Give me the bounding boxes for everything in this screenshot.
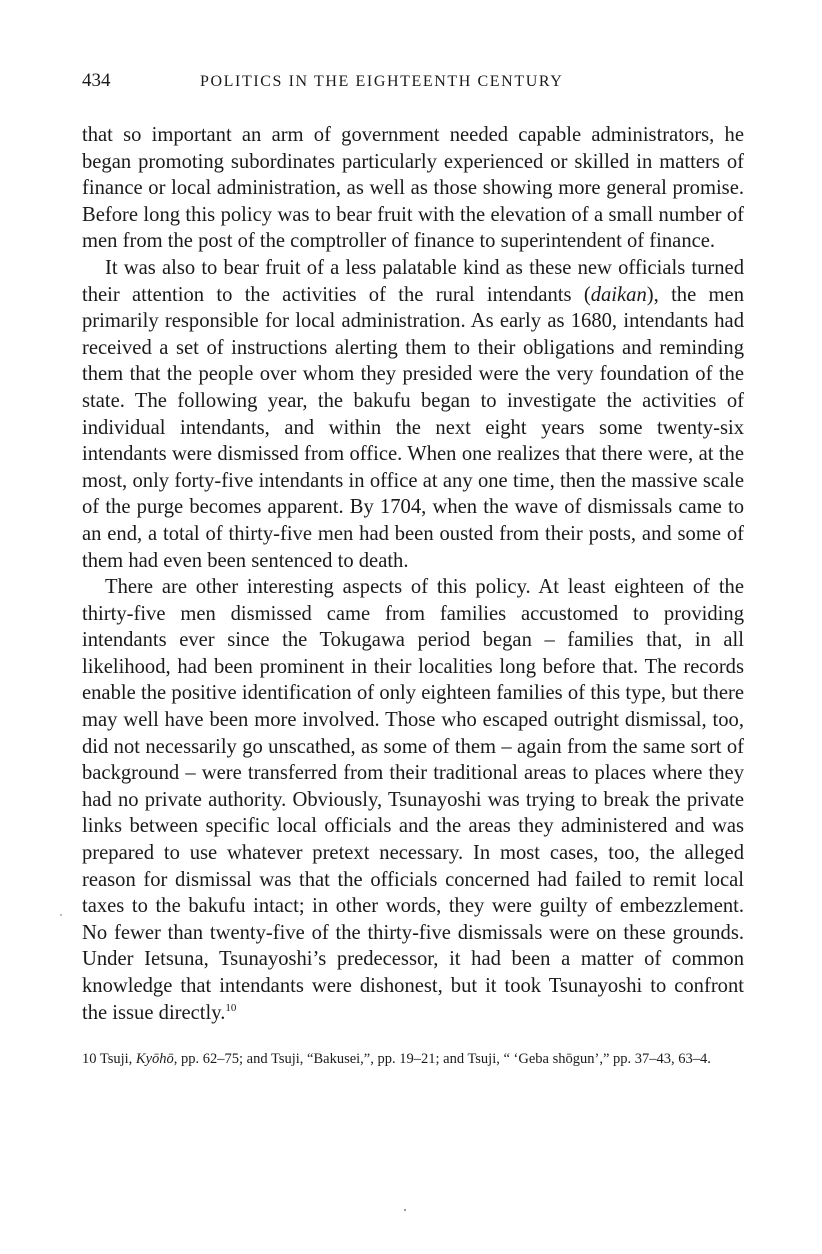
running-head: [82, 70, 744, 100]
italic-term: daikan: [590, 283, 647, 306]
footnote-italic-title: Kyōhō: [135, 1051, 174, 1068]
running-title: POLITICS IN THE EIGHTEENTH CENTURY: [200, 73, 564, 90]
page-number: 434: [82, 70, 111, 91]
footnote-number: 10: [82, 1051, 97, 1068]
book-page: [82, 70, 744, 1069]
margin-speck: [60, 914, 62, 916]
paragraph-2: [82, 255, 744, 574]
body-text: [82, 122, 744, 1026]
paragraph-3-text: There are other interesting aspects of this policy. At least eighteen of the thirty-five men dismissed came from families accustomed to providing intendants ever since the Tokugawa period began – families that, in all likelihood, had been prominent in their localities long before that. The records enable the positive identification of only eighteen families of this type, but there may well have been more involved. Those who escaped outright dismissal, too, did not necessarily go unscathed, as some of them – again from the same sort of background – were transferred from their traditional areas to places where they had no private authority. Obviously, Tsunayoshi was trying to break the private links between specific local officials and the areas they administered and was prepared to use whatever pretext necessary. In most cases, too, the alleged reason for dismissal was that the officials concerned had failed to remit local taxes to the bakufu intact; in other words, they were guilty of embezzlement. No fewer than twenty-five of the thirty-five dismissals were on these grounds. Under Ietsuna, Tsunayoshi’s predecessor, it had been a matter of common knowledge that intendants were dishonest, but it took Tsunayoshi to confront the issue directly.: [82, 576, 744, 1024]
footnote-reference[interactable]: 10: [225, 1001, 237, 1014]
footnote-rest: , pp. 62–75; and Tsuji, “Bakusei,”, pp. 19–21; and Tsuji, “ ‘Geba shōgun’,” pp. 37–43, 63–4.: [173, 1051, 711, 1068]
paragraph-2-text-b: ), the men primarily responsible for local administration. As early as 1680, intendants had received a set of instructions alerting them to their obligations and reminding them that the people over whom they presided were the very foundation of the state. The following year, the bakufu began to investigate the activities of individual intendants, and within the next eight years some twenty-six intendants were dismissed from office. When one realizes that there were, at the most, only forty-five intendants in office at any one time, then the massive scale of the purge becomes apparent. By 1704, when the wave of dismissals came to an end, a total of thirty-five men had been ousted from their posts, and some of them had even been sentenced to death.: [82, 283, 744, 572]
footnote: [82, 1050, 744, 1069]
footnote-lead: Tsuji,: [99, 1051, 136, 1068]
paragraph-3: [82, 574, 744, 1026]
paragraph-2-text-a: It was also to bear fruit of a less palatable kind as these new officials turned their attention to the activities of the rural intendants (: [82, 256, 744, 306]
paragraph-1: that so important an arm of government needed capable administrators, he began promoting subordinates particularly experienced or skilled in matters of finance or local administration, as well as those showing more general promise. Before long this policy was to bear fruit with the elevation of a small number of men from the post of the comptroller of finance to superintendent of finance.: [82, 124, 744, 253]
bottom-speck: [404, 1209, 406, 1211]
